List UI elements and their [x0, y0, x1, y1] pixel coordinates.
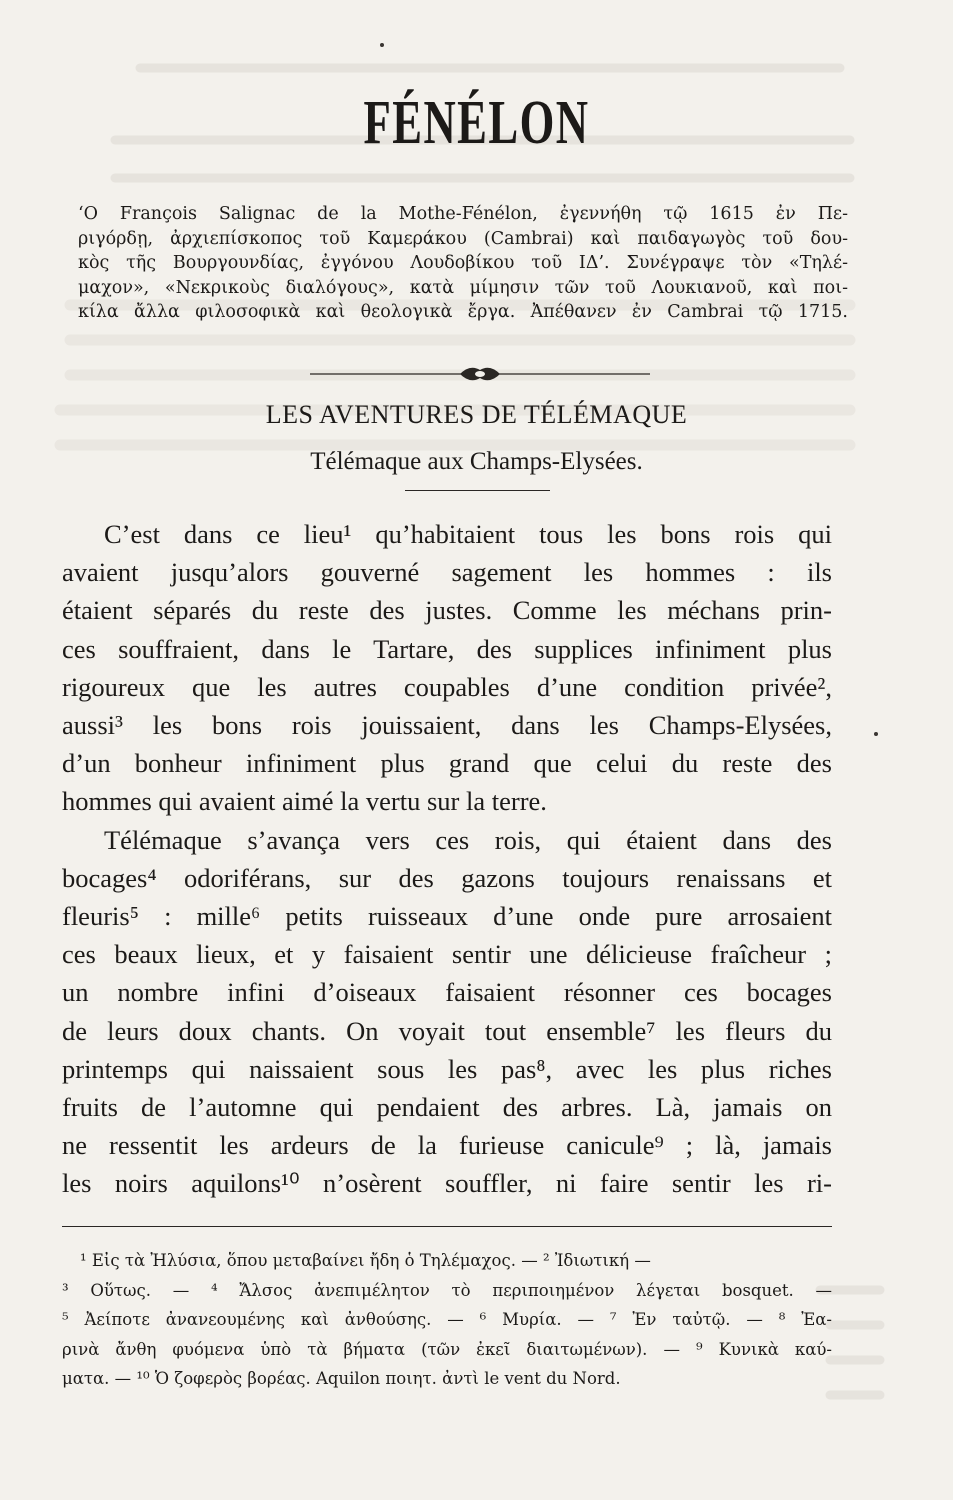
main-text	[62, 515, 832, 1203]
footnotes	[62, 1246, 832, 1394]
paragraph	[62, 821, 832, 1203]
text-line: les noirs aquilons¹⁰ n’osèrent souffler, ni faire sentir les ri-	[62, 1168, 832, 1199]
bio-line: ‘Ο François Salignac de la Mothe-Fénélon, ἐγεννήθη τῷ 1615 ἐν Πε-	[78, 204, 848, 224]
footnote-line: ¹ Εἰς τὰ Ἠλύσια, ὅπου μεταβαίνει ἤδη ὁ Τηλέμαχος. — ² Ἰδιωτική —	[80, 1251, 651, 1270]
text-line: bocages⁴ odoriférans, sur des gazons toujours renaissans et	[62, 862, 832, 893]
footnote-line: ⁵ Ἀείποτε ἀνανεουμένης καὶ ἀνθούσης. — ⁶ Μυρία. — ⁷ Ἐν ταὐτῷ. — ⁸ Ἐα-	[62, 1310, 832, 1329]
text-line: étaient séparés du reste des justes. Comme les méchans prin-	[62, 595, 832, 626]
text-line: ces souffraient, dans le Tartare, des supplices infiniment plus	[62, 633, 832, 664]
bio-line: κὸς τῆς Βουργουνδίας, ἐγγόνου Λουδοβίκου τοῦ ΙΔ’. Συνέγραψε τὸν «Τηλέ-	[78, 253, 848, 273]
text-line: un nombre infini d’oiseaux faisaient résonner ces bocages	[62, 977, 832, 1008]
page-title: FÉNÉLON	[363, 89, 590, 157]
section-heading: LES AVENTURES DE TÉLÉMAQUE	[265, 400, 688, 429]
text-line: fleuris⁵ : mille⁶ petits ruisseaux d’une onde pure arrosaient	[62, 901, 832, 932]
section-divider-ornament	[310, 364, 650, 384]
footnote-line: ματα. — ¹⁰ Ὁ ζοφερὸς βορέας. Aquilon ποιητ. ἀντὶ le vent du Nord.	[62, 1369, 621, 1388]
text-line: aussi³ les bons rois jouissaient, dans les Champs-Elysées,	[62, 710, 832, 741]
text-line: fruits de l’automne qui pendaient des arbres. Là, jamais on	[62, 1092, 832, 1123]
bio-line: κίλα ἄλλα φιλοσοφικὰ καὶ θεολογικὰ ἔργα. Ἀπέθανεν ἐν Cambrai τῷ 1715.	[78, 302, 848, 322]
text-line: Télémaque s’avança vers ces rois, qui étaient dans des	[104, 824, 832, 855]
subheading-rule	[405, 490, 550, 491]
text-line: de leurs doux chants. On voyait tout ensemble⁷ les fleurs du	[62, 1015, 832, 1046]
section-subheading: Télémaque aux Champs-Elysées.	[310, 448, 643, 475]
text-line: d’un bonheur infiniment plus grand que celui du reste des	[62, 748, 832, 779]
text-line: C’est dans ce lieu¹ qu’habitaient tous les bons rois qui	[104, 519, 832, 549]
footnote-line: ρινὰ ἄνθη φυόμενα ὑπὸ τὰ βήματα (τῶν ἐκεῖ διαιτωμένων). — ⁹ Κυνικὰ καύ-	[62, 1339, 832, 1359]
bio-line: ριγόρδῃ, ἀρχιεπίσκοπος τοῦ Καμεράκου (Cambrai) καὶ παιδαγωγὸς τοῦ δου-	[78, 228, 848, 249]
bio-line: μαχον», «Νεκρικοὺς διαλόγους», κατὰ μίμησιν τῶν τοῦ Λουκιανοῦ, καὶ ποι-	[78, 277, 848, 298]
text-line: ne ressentit les ardeurs de la furieuse canicule⁹ ; là, jamais	[62, 1130, 832, 1161]
text-line: avaient jusqu’alors gouverné sagement les hommes : ils	[62, 557, 832, 588]
text-line: ces beaux lieux, et y faisaient sentir une délicieuse fraîcheur ;	[62, 939, 832, 970]
author-bio	[78, 202, 848, 325]
footnote-rule	[62, 1226, 832, 1227]
text-line: rigoureux que les autres coupables d’une condition privée²,	[62, 671, 832, 702]
footnote-line: ³ Οὕτως. — ⁴ Ἄλσος ἀνεπιμέλητον τὸ περιποιημένον λέγεται bosquet. —	[62, 1280, 832, 1300]
paragraph	[62, 515, 832, 821]
text-line: printemps qui naissaient sous les pas⁸, avec les plus riches	[62, 1053, 832, 1084]
text-line: hommes qui avaient aimé la vertu sur la terre.	[62, 786, 547, 817]
